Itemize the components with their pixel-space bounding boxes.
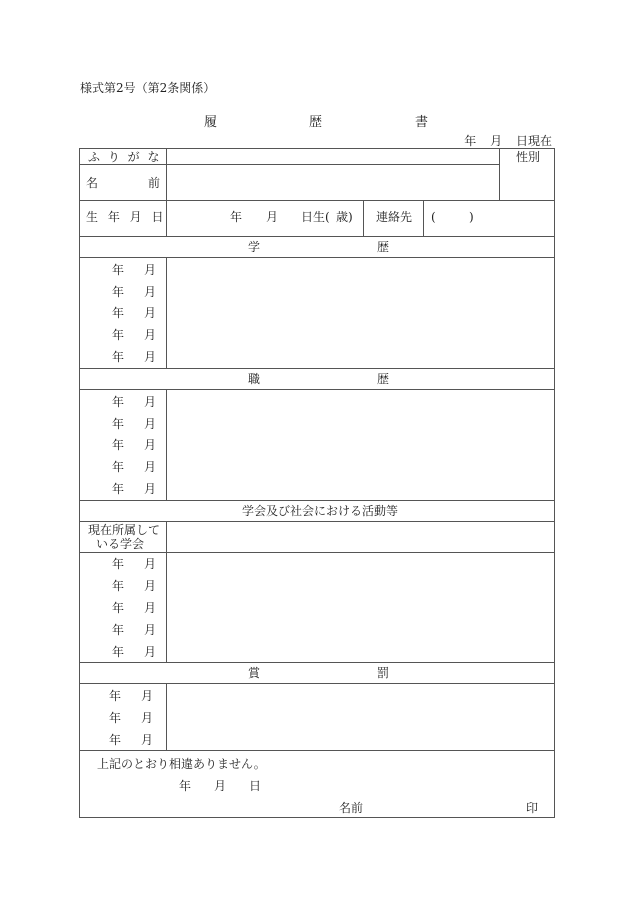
date-current: [454, 132, 552, 149]
birth-month: 月: [266, 210, 279, 224]
society-label-line1: 現在所属して: [88, 523, 161, 537]
row-month-label: 月: [143, 285, 156, 299]
row-month-label: 月: [143, 306, 156, 320]
title-char-1: 履: [204, 115, 218, 130]
row-month-label: 月: [140, 733, 153, 747]
row-year-label: 年: [112, 395, 125, 409]
row-year-label: 年: [112, 306, 125, 320]
row-year-label: 年: [112, 645, 125, 659]
birth-age: 歳): [336, 210, 353, 224]
row-month-label: 月: [143, 482, 156, 496]
birth-year: 年: [230, 210, 243, 224]
row-month-label: 月: [143, 645, 156, 659]
awards-heading-2: 罰: [377, 666, 390, 680]
row-year-label: 年: [112, 482, 125, 496]
birthdate-label: 生 年 月 日: [86, 210, 167, 224]
row-year-label: 年: [112, 460, 125, 474]
title-char-2: 歴: [309, 115, 323, 130]
row-month-label: 月: [143, 395, 156, 409]
row-month-label: 月: [143, 263, 156, 277]
row-year-label: 年: [109, 689, 122, 703]
activities-heading: 学会及び社会における活動等: [242, 504, 399, 518]
sign-name-label: 名前: [339, 801, 364, 815]
title-char-3: 書: [415, 115, 429, 130]
sign-date-month: 月: [214, 779, 227, 793]
row-year-label: 年: [112, 579, 125, 593]
row-month-label: 月: [143, 623, 156, 637]
awards-heading-1: 賞: [248, 666, 261, 680]
contact-label: 連絡先: [376, 210, 413, 224]
declaration-text: 上記のとおり相違ありません。: [97, 757, 266, 771]
education-heading-1: 学: [248, 240, 261, 254]
row-month-label: 月: [140, 711, 153, 725]
contact-paren-close: ): [469, 210, 474, 224]
name-label-2: 前: [148, 176, 161, 190]
row-month-label: 月: [143, 438, 156, 452]
row-year-label: 年: [112, 350, 125, 364]
row-year-label: 年: [112, 623, 125, 637]
row-year-label: 年: [112, 601, 125, 615]
gender-label: 性別: [516, 150, 541, 164]
sign-date-year: 年: [179, 779, 192, 793]
work-heading-1: 職: [248, 372, 261, 386]
row-month-label: 月: [143, 350, 156, 364]
row-year-label: 年: [109, 711, 122, 725]
society-label-line2: いる学会: [96, 537, 145, 551]
education-heading-2: 歴: [377, 240, 390, 254]
document-title: [200, 111, 440, 130]
sign-date-day: 日: [249, 779, 262, 793]
row-year-label: 年: [112, 557, 125, 571]
row-month-label: 月: [143, 579, 156, 593]
date-current-day: 日現在: [515, 134, 552, 148]
row-year-label: 年: [112, 328, 125, 342]
row-month-label: 月: [143, 328, 156, 342]
date-current-month: 月: [490, 134, 503, 148]
date-current-year: 年: [464, 134, 477, 148]
row-month-label: 月: [143, 460, 156, 474]
row-month-label: 月: [140, 689, 153, 703]
work-heading-2: 歴: [377, 372, 390, 386]
seal-label: 印: [526, 801, 539, 815]
furigana-label: ふ り が な: [88, 150, 162, 164]
row-month-label: 月: [143, 601, 156, 615]
row-year-label: 年: [112, 285, 125, 299]
row-year-label: 年: [109, 733, 122, 747]
row-year-label: 年: [112, 438, 125, 452]
row-month-label: 月: [143, 557, 156, 571]
row-year-label: 年: [112, 263, 125, 277]
birth-day: 日生(: [301, 210, 330, 224]
contact-paren-open: (: [431, 210, 436, 224]
row-year-label: 年: [112, 417, 125, 431]
form-number-label: 様式第2号（第2条関係）: [80, 81, 216, 95]
row-month-label: 月: [143, 417, 156, 431]
name-label-1: 名: [86, 176, 99, 190]
